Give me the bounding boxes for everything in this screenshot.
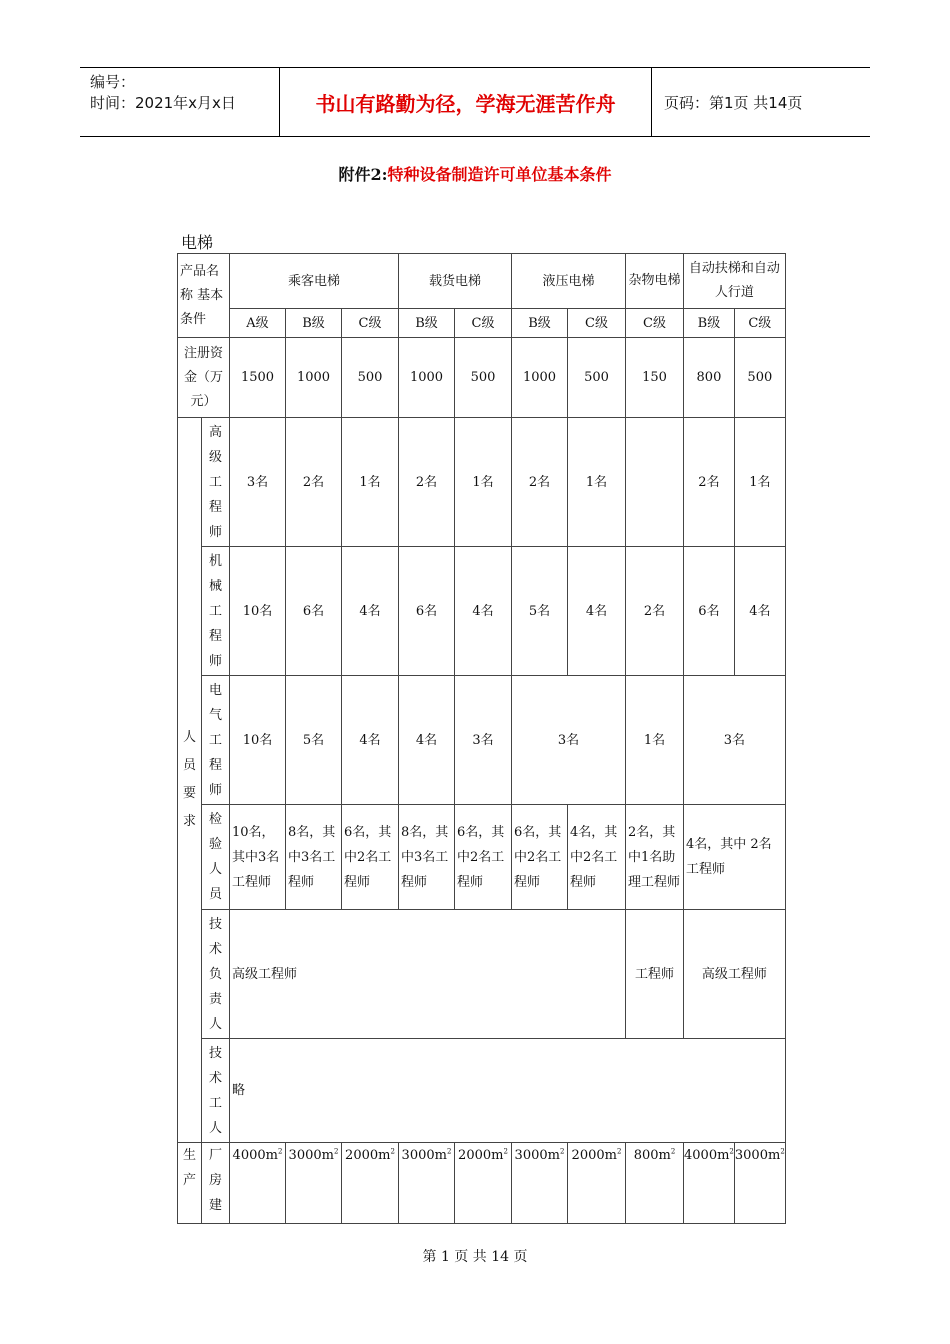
mech-cell: 6名 [286, 547, 342, 676]
grade-cell: B级 [399, 309, 455, 338]
capital-row [178, 338, 786, 418]
senior-cell: 1名 [734, 418, 785, 547]
grade-cell: C级 [342, 309, 399, 338]
elec-cell: 3名 [684, 676, 786, 805]
product-cell: 自动扶梯和自动人行道 [684, 254, 786, 309]
mech-cell: 5名 [512, 547, 568, 676]
factory-row [178, 1143, 786, 1224]
mech-cell: 2名 [626, 547, 684, 676]
capital-cell: 500 [734, 338, 785, 418]
factory-cell: $4000m^2$ [230, 1143, 286, 1224]
grade-cell: B级 [684, 309, 735, 338]
senior-cell [626, 418, 684, 547]
product-cell: 液压电梯 [512, 254, 626, 309]
senior-cell: 2名 [399, 418, 455, 547]
grade-row [178, 309, 786, 338]
elec-cell: 4名 [342, 676, 399, 805]
product-cell: 载货电梯 [399, 254, 512, 309]
elec-cell: 3名 [455, 676, 512, 805]
header-motto: 书山有路勤为径，学海无涯苦作舟 [280, 68, 652, 136]
grade-cell: B级 [286, 309, 342, 338]
elec-cell: 5名 [286, 676, 342, 805]
tech-worker-cell: 略 [230, 1039, 786, 1143]
senior-cell: 1名 [455, 418, 512, 547]
capital-cell: 1000 [512, 338, 568, 418]
capital-cell: 1000 [399, 338, 455, 418]
senior-engineer-row [178, 418, 786, 547]
document-title [0, 162, 950, 185]
senior-cell: 1名 [342, 418, 399, 547]
grade-cell: C级 [734, 309, 785, 338]
senior-cell: 3名 [230, 418, 286, 547]
grade-cell: A级 [230, 309, 286, 338]
tech-lead-cell: 工程师 [626, 910, 684, 1039]
capital-cell: 1000 [286, 338, 342, 418]
technical-lead-row [178, 910, 786, 1039]
inspect-cell: 4名，其中 2名工程师 [684, 805, 786, 910]
inspect-cell: 6名，其中2名工程师 [512, 805, 568, 910]
number-label: 编号： [90, 73, 136, 91]
mech-cell: 6名 [684, 547, 735, 676]
factory-cell: $3000m^2$ [286, 1143, 342, 1224]
header-meta [80, 68, 280, 136]
grade-cell: B级 [512, 309, 568, 338]
mech-cell: 6名 [399, 547, 455, 676]
factory-cell: $2000m^2$ [342, 1143, 399, 1224]
elec-label: 电气工程师 [202, 676, 230, 805]
time-label: 时间：2021年x月x日 [90, 94, 236, 112]
grade-cell: C级 [455, 309, 512, 338]
mech-cell: 4名 [342, 547, 399, 676]
requirements-table [177, 253, 786, 1224]
elec-cell: 3名 [512, 676, 626, 805]
factory-cell: $2000m^2$ [568, 1143, 626, 1224]
electrical-engineer-row [178, 676, 786, 805]
production-label: 生产 [178, 1143, 202, 1224]
inspect-cell: 6名，其中2名工程师 [455, 805, 512, 910]
capital-label: 注册资金（万元） [178, 338, 230, 418]
factory-cell: $2000m^2$ [455, 1143, 512, 1224]
factory-cell: $3000m^2$ [399, 1143, 455, 1224]
capital-cell: 500 [342, 338, 399, 418]
tech-lead-cell: 高级工程师 [684, 910, 786, 1039]
grade-cell: C级 [626, 309, 684, 338]
product-cell: 杂物电梯 [626, 254, 684, 309]
corner-cell: 产品名称 基本条件 [178, 254, 230, 338]
senior-cell: 2名 [684, 418, 735, 547]
tech-lead-label: 技术负责人 [202, 910, 230, 1039]
product-cell: 乘客电梯 [230, 254, 399, 309]
page-header [80, 67, 870, 137]
capital-cell: 800 [684, 338, 735, 418]
mech-cell: 10名 [230, 547, 286, 676]
inspect-cell: 8名，其中3名工程师 [286, 805, 342, 910]
inspect-cell: 6名，其中2名工程师 [342, 805, 399, 910]
section-heading: 电梯 [181, 233, 214, 252]
inspector-row [178, 805, 786, 910]
capital-cell: 500 [455, 338, 512, 418]
factory-label: 厂房建 [202, 1143, 230, 1224]
technical-worker-row [178, 1039, 786, 1143]
mech-cell: 4名 [568, 547, 626, 676]
capital-cell: 150 [626, 338, 684, 418]
senior-cell: 1名 [568, 418, 626, 547]
tech-lead-cell: 高级工程师 [230, 910, 626, 1039]
elec-cell: 1名 [626, 676, 684, 805]
factory-cell: $3000m^2$ [512, 1143, 568, 1224]
personnel-label: 人员要求 [178, 418, 202, 1143]
senior-cell: 2名 [286, 418, 342, 547]
capital-cell: 500 [568, 338, 626, 418]
page-footer: 第 1 页 共 14 页 [422, 1249, 528, 1265]
mech-cell: 4名 [734, 547, 785, 676]
factory-cell: $4000m^2$ [684, 1143, 735, 1224]
grade-cell: C级 [568, 309, 626, 338]
capital-cell: 1500 [230, 338, 286, 418]
inspect-cell: 2名，其中1名助理工程师 [626, 805, 684, 910]
inspect-cell: 8名，其中3名工程师 [399, 805, 455, 910]
mech-cell: 4名 [455, 547, 512, 676]
inspect-cell: 4名，其中2名工程师 [568, 805, 626, 910]
title-prefix: 附件2: [338, 165, 388, 184]
inspect-label: 检验人员 [202, 805, 230, 910]
senior-cell: 2名 [512, 418, 568, 547]
product-row [178, 254, 786, 309]
tech-worker-label: 技术工人 [202, 1039, 230, 1143]
factory-cell: $800m^2$ [626, 1143, 684, 1224]
title-main: 特种设备制造许可单位基本条件 [387, 165, 612, 184]
mechanical-engineer-row [178, 547, 786, 676]
header-page-code: 页码：第1页 共14页 [664, 93, 803, 112]
inspect-cell: 10名，其中3名工程师 [230, 805, 286, 910]
senior-label: 高级工程师 [202, 418, 230, 547]
factory-cell: $3000m^2$ [734, 1143, 785, 1224]
elec-cell: 10名 [230, 676, 286, 805]
mech-label: 机械工程师 [202, 547, 230, 676]
elec-cell: 4名 [399, 676, 455, 805]
